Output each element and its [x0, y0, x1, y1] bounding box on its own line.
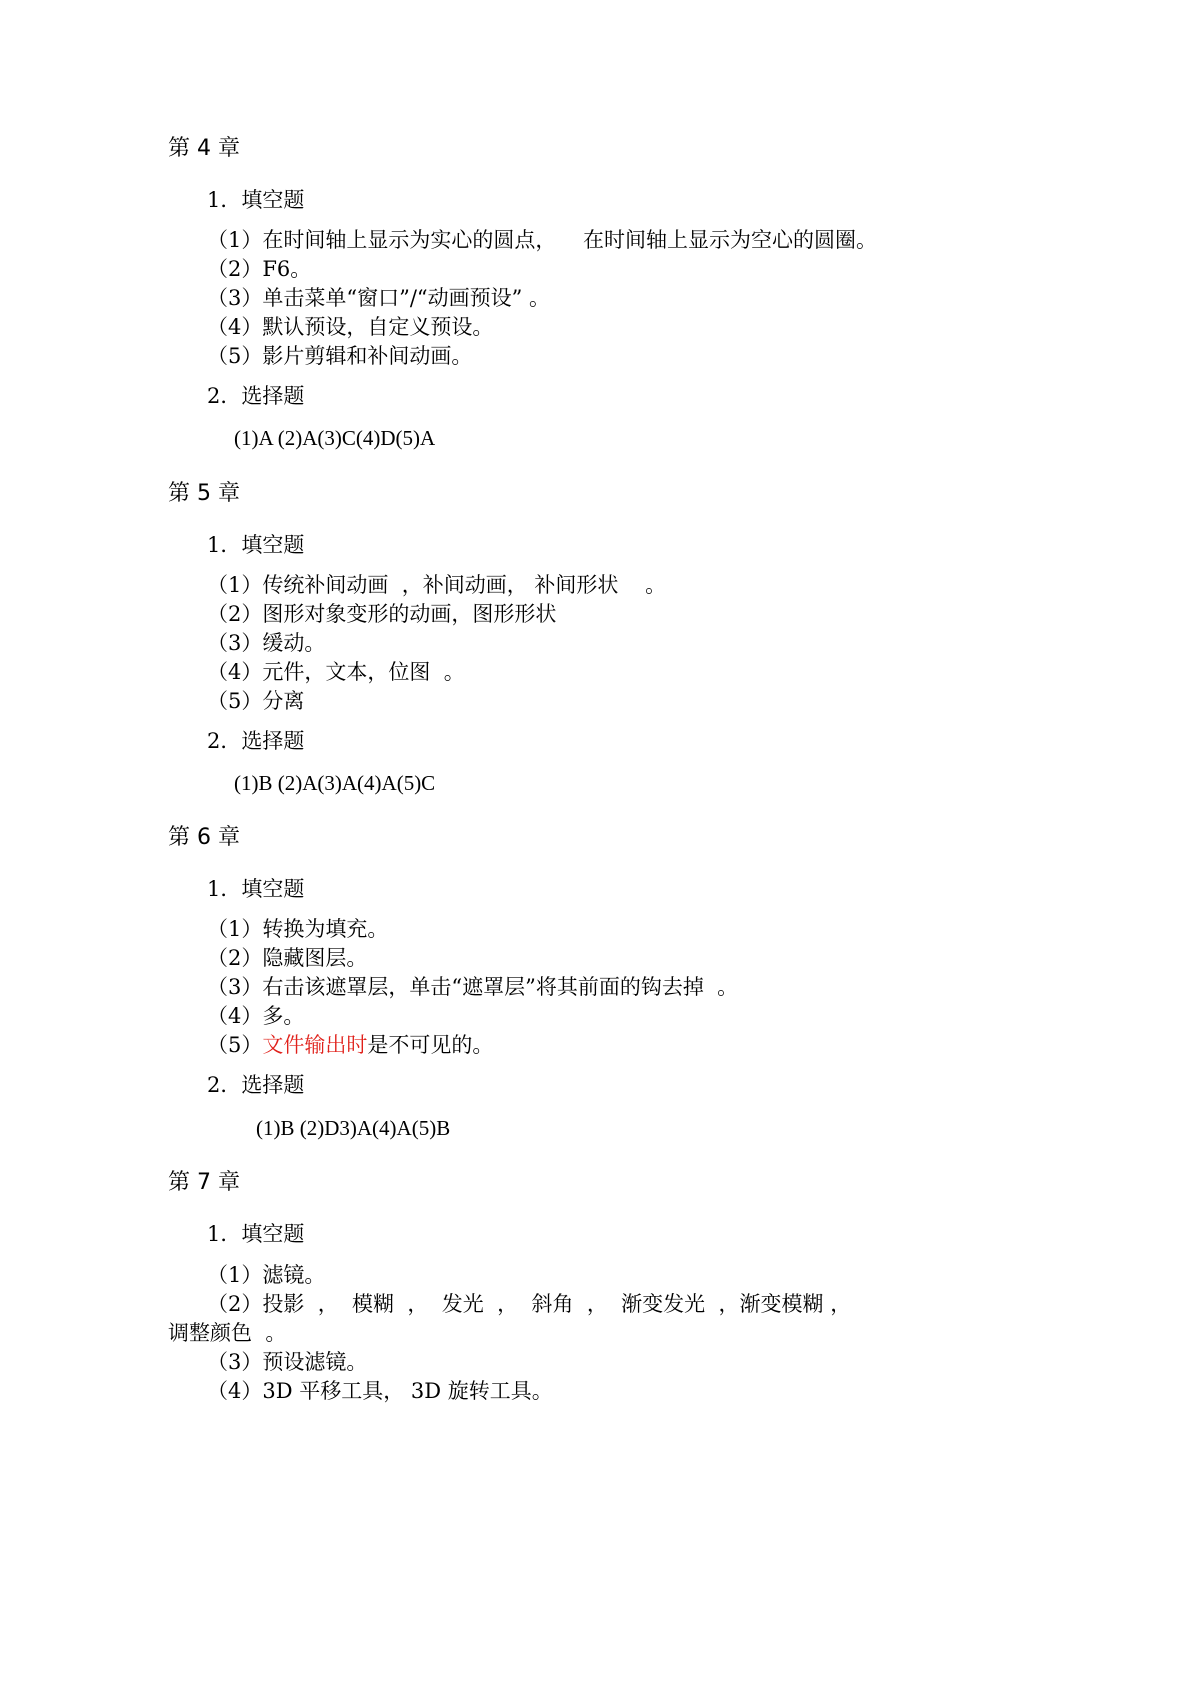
chapter-5-choice-answers: (1)B (2)A(3)A(4)A(5)C [234, 771, 436, 795]
chapter-7-fill-heading: 1．填空题 [207, 1222, 305, 1246]
chapter-6-fill-item-3: （3）右击该遮罩层，单击“遮罩层”将其前面的钩去掉 。 [207, 975, 739, 999]
chapter-4-title: 第 4 章 [168, 136, 240, 161]
fill-item-5-highlight: 文件输出时 [262, 1033, 368, 1057]
chapter-7-title: 第 7 章 [168, 1170, 240, 1195]
fill-item-5-suffix: 是不可见的。 [367, 1033, 494, 1057]
chapter-7-fill-item-2-continued: 调整颜色 。 [168, 1321, 287, 1345]
chapter-5-fill-item-5: （5）分离 [207, 689, 305, 713]
chapter-6-fill-item-1: （1）转换为填充。 [207, 917, 389, 941]
chapter-4-fill-item-4: （4）默认预设，自定义预设。 [207, 315, 494, 339]
chapter-7-fill-item-1: （1）滤镜。 [207, 1263, 326, 1287]
chapter-6-choice-heading: 2．选择题 [207, 1073, 305, 1097]
chapter-5-choice-heading: 2．选择题 [207, 729, 305, 753]
chapter-5-fill-item-3: （3）缓动。 [207, 631, 326, 655]
chapter-4-choice-answers: (1)A (2)A(3)C(4)D(5)A [234, 426, 436, 450]
chapter-5-title: 第 5 章 [168, 481, 240, 506]
chapter-6-fill-heading: 1．填空题 [207, 877, 305, 901]
chapter-5-fill-heading: 1．填空题 [207, 533, 305, 557]
chapter-4-fill-item-5: （5）影片剪辑和补间动画。 [207, 344, 473, 368]
chapter-7-fill-item-2: （2）投影 ， 模糊 ， 发光 ， 斜角 ， 渐变发光 ，渐变模糊 ， [207, 1292, 852, 1316]
chapter-6-fill-item-4: （4）多。 [207, 1004, 305, 1028]
chapter-6-fill-item-2: （2）隐藏图层。 [207, 946, 368, 970]
chapter-4-choice-heading: 2．选择题 [207, 384, 305, 408]
chapter-5-fill-item-1: （1）传统补间动画 ，补间动画， 补间形状 。 [207, 573, 667, 597]
chapter-7-fill-item-4: （4）3D 平移工具， 3D 旋转工具。 [207, 1379, 553, 1403]
chapter-7-fill-item-3: （3）预设滤镜。 [207, 1350, 368, 1374]
chapter-5-fill-item-2: （2）图形对象变形的动画，图形形状 [207, 602, 557, 626]
chapter-6-title: 第 6 章 [168, 825, 240, 850]
fill-item-5-prefix: （5） [207, 1033, 263, 1057]
chapter-5-fill-item-4: （4）元件，文本，位图 。 [207, 660, 465, 684]
chapter-4-fill-item-2: （2）F6。 [207, 257, 312, 281]
chapter-6-fill-item-5 [207, 1031, 493, 1059]
chapter-4-fill-heading: 1．填空题 [207, 188, 305, 212]
chapter-6-choice-answers: (1)B (2)D3)A(4)A(5)B [256, 1116, 451, 1140]
chapter-4-fill-item-3: （3）单击菜单“窗口”/“动画预设” 。 [207, 286, 551, 310]
chapter-4-fill-item-1: （1）在时间轴上显示为实心的圆点， 在时间轴上显示为空心的圆圈。 [207, 228, 878, 252]
